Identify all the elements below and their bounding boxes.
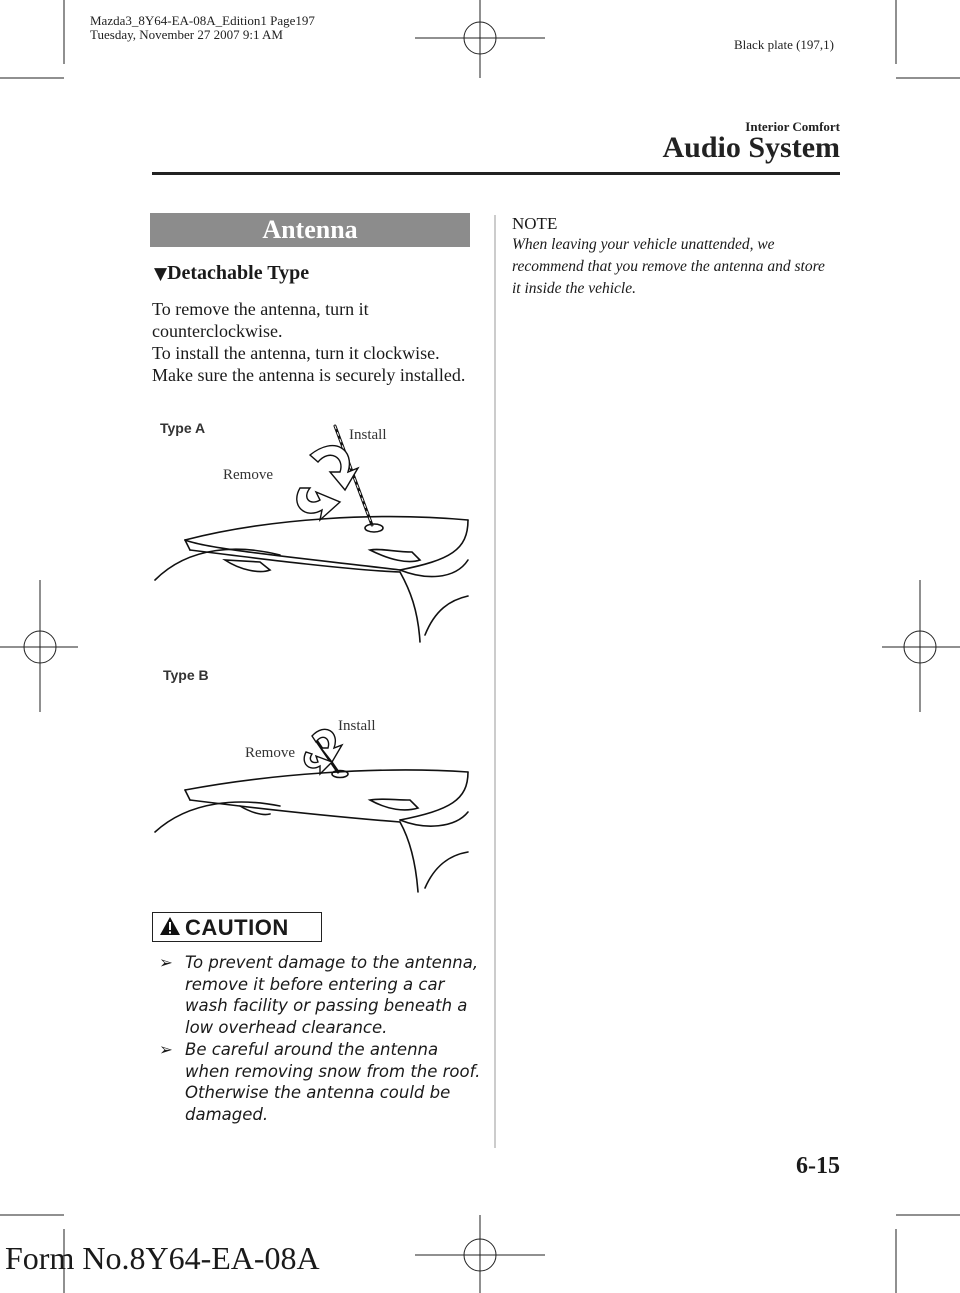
type-a-remove-label: Remove bbox=[223, 467, 273, 483]
antenna-heading: Antenna bbox=[150, 213, 470, 247]
caution-item-text: Be careful around the antenna when removing snow from the roof. Otherwise the antenna could be damaged. bbox=[185, 1040, 481, 1124]
type-b-label: Type B bbox=[163, 667, 209, 683]
detachable-type-subheading bbox=[154, 262, 309, 285]
caution-item-text: To prevent damage to the antenna, remove it before entering a car wash facility or passing beneath a low overhead clearance. bbox=[185, 953, 479, 1037]
print-job-line-1: Mazda3_8Y64-EA-08A_Edition1 Page197 bbox=[90, 13, 315, 28]
instruction-paragraph: To remove the antenna, turn it counterclockwise. bbox=[152, 299, 369, 341]
triangle-marker-icon: ▼ bbox=[154, 264, 168, 284]
type-b-antenna-illustration bbox=[150, 700, 480, 900]
arrow-bullet-icon: ➢ bbox=[159, 953, 173, 972]
caution-item bbox=[159, 1039, 485, 1125]
caution-label: CAUTION bbox=[185, 915, 289, 940]
chapter-title: Audio System bbox=[662, 131, 840, 164]
type-a-install-label: Install bbox=[349, 427, 387, 443]
page-number: 6-15 bbox=[796, 1153, 840, 1179]
warning-triangle-icon bbox=[159, 916, 181, 936]
form-number-footer: Form No.8Y64-EA-08A bbox=[5, 1240, 320, 1276]
chapter-section-label: Interior Comfort bbox=[745, 119, 840, 134]
note-title: NOTE bbox=[512, 214, 558, 233]
type-a-antenna-illustration bbox=[150, 410, 480, 650]
print-job-line-2: Tuesday, November 27 2007 9:1 AM bbox=[90, 27, 283, 42]
caution-label-box bbox=[152, 912, 322, 942]
antenna-instructions bbox=[152, 298, 482, 386]
caution-item bbox=[159, 952, 485, 1038]
black-plate-label: Black plate (197,1) bbox=[734, 37, 834, 52]
type-b-install-label: Install bbox=[338, 718, 376, 734]
instruction-paragraph: To install the antenna, turn it clockwise. bbox=[152, 343, 440, 363]
type-a-label: Type A bbox=[160, 420, 206, 436]
subheading-text: Detachable Type bbox=[167, 262, 310, 284]
header-rule bbox=[152, 172, 840, 175]
instruction-paragraph: Make sure the antenna is securely installed. bbox=[152, 365, 466, 385]
type-b-remove-label: Remove bbox=[245, 745, 295, 761]
note-text: When leaving your vehicle unattended, we recommend that you remove the antenna and store it inside the vehicle. bbox=[512, 236, 825, 297]
arrow-bullet-icon: ➢ bbox=[159, 1040, 173, 1059]
